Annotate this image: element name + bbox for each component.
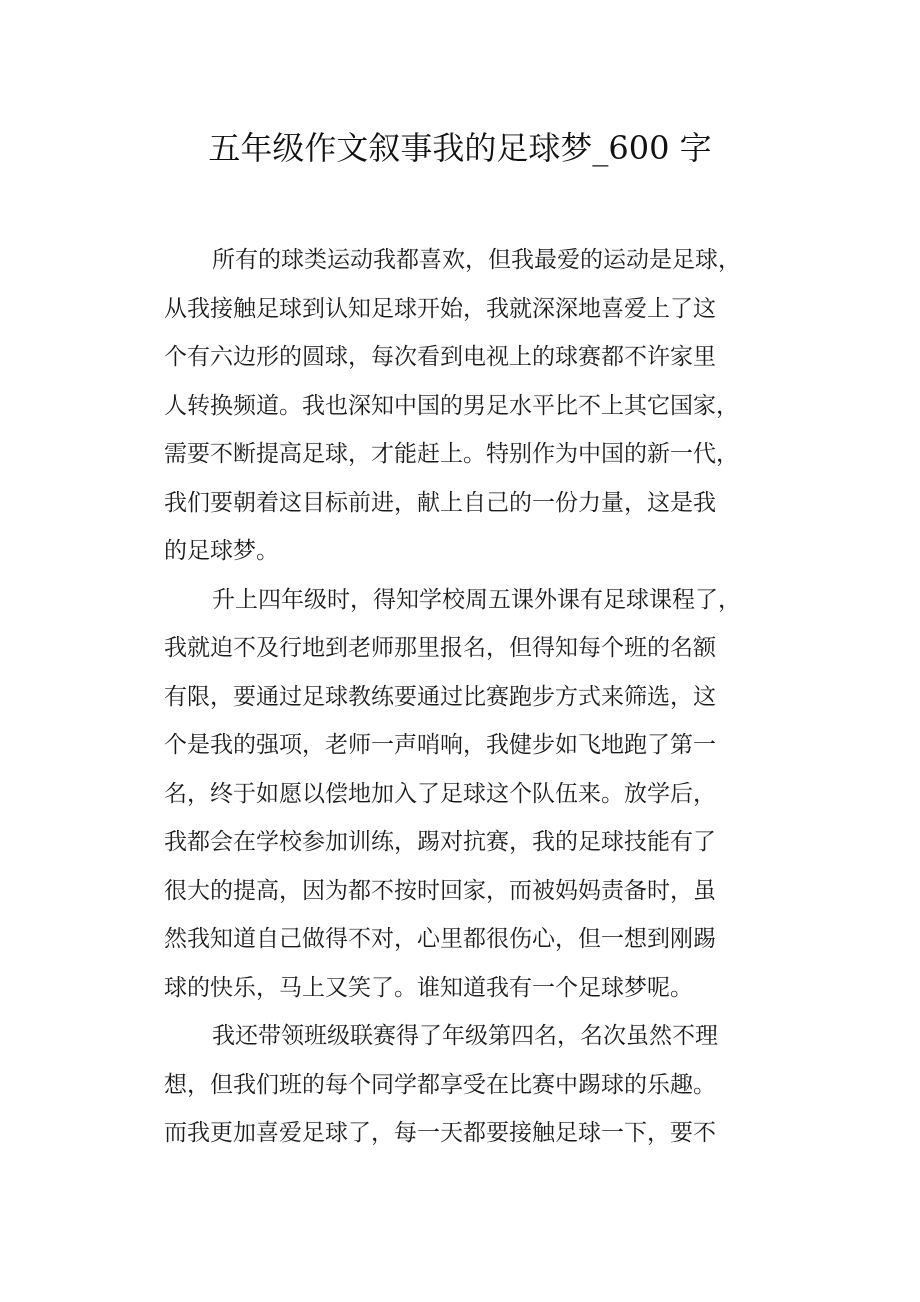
- text-line: 我都会在学校参加训练，踢对抗赛，我的足球技能有了: [164, 829, 716, 855]
- text-line: 人转换频道。我也深知中国的男足水平比不上其它国家，: [164, 392, 739, 419]
- text-line: 想，但我们班的每个同学都享受在比赛中踢球的乐趣。: [164, 1071, 716, 1098]
- text-line: 从我接触足球到认知足球开始，我就深深地喜爱上了这: [164, 295, 716, 322]
- text-line: 个有六边形的圆球，每次看到电视上的球赛都不许家里: [164, 344, 716, 370]
- text-line: 有限，要通过足球教练要通过比赛跑步方式来筛选，这: [164, 683, 716, 710]
- text-line: 需要不断提高足球，才能赶上。特别作为中国的新一代，: [164, 441, 739, 467]
- text-line: 我还带领班级联赛得了年级第四名，名次虽然不理: [212, 1023, 718, 1049]
- document-title: 五年级作文叙事我的足球梦_600 字: [208, 129, 712, 167]
- text-line: 球的快乐，马上又笑了。谁知道我有一个足球梦呢。: [164, 974, 693, 1001]
- text-line: 所有的球类运动我都喜欢，但我最爱的运动是足球，: [212, 247, 741, 273]
- text-line: 然我知道自己做得不对，心里都很伤心，但一想到刚踢: [164, 926, 716, 952]
- text-line: 我们要朝着这目标前进，献上自己的一份力量，这是我: [164, 489, 716, 516]
- text-line: 名，终于如愿以偿地加入了足球这个队伍来。放学后，: [164, 780, 716, 807]
- text-line: 升上四年级时，得知学校周五课外课有足球课程了，: [212, 586, 741, 613]
- text-line: 的足球梦。: [164, 538, 279, 564]
- text-line: 我就迫不及行地到老师那里报名，但得知每个班的名额: [164, 635, 716, 661]
- text-line: 而我更加喜爱足球了，每一天都要接触足球一下，要不: [164, 1120, 716, 1146]
- document-body: [164, 236, 772, 1158]
- text-line: 个是我的强项，老师一声哨响，我健步如飞地跑了第一: [164, 732, 716, 758]
- text-line: 很大的提高，因为都不按时回家，而被妈妈责备时，虽: [164, 877, 716, 904]
